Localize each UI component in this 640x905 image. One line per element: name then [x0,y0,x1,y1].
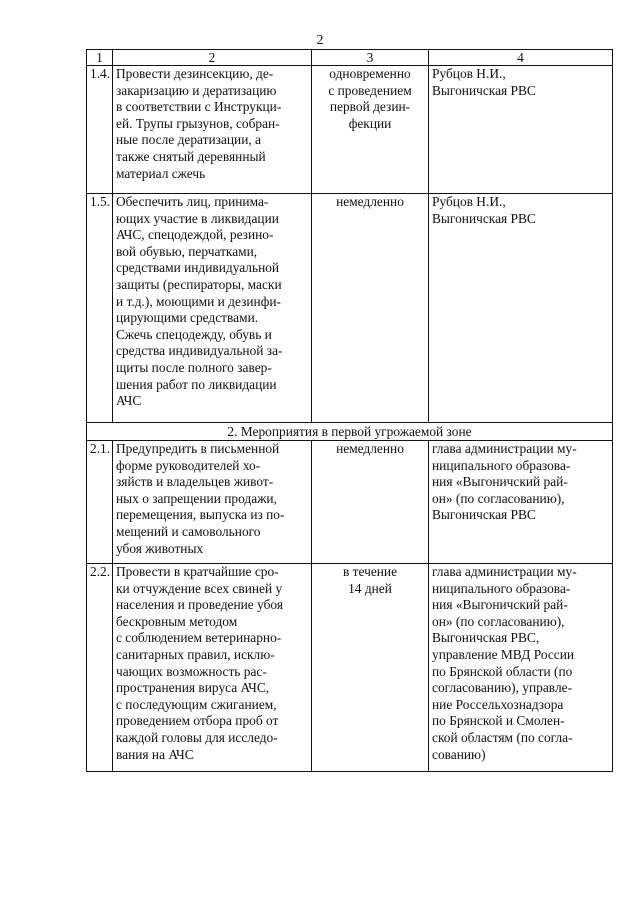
section-header-row [87,423,613,441]
row-number: 2.2. [87,564,113,772]
table-header-row [87,50,613,66]
measures-table [86,49,613,772]
table-row [87,194,613,423]
measure-text: Провести дезинсекцию, де- закаризацию и дератизацию в соответствии с Инструкци- ей. Трупы грызунов, собран- ные после дератизации, а также снятый деревянный материал сжечь [113,66,312,194]
term-text: одновременно с проведением первой дезин- фекции [312,66,429,194]
header-cell-1: 1 [87,50,113,66]
term-text: немедленно [312,441,429,564]
table-row [87,441,613,564]
header-cell-2: 2 [113,50,312,66]
section-title: 2. Мероприятия в первой угрожаемой зоне [87,423,613,441]
row-number: 2.1. [87,441,113,564]
responsible-text: глава администрации му- ниципального образова- ния «Выгоничский рай- он» (по согласованию), Выгоничская РВС, управление МВД России по Брянской области (по согласованию), управле- ние Россельхознадзора по Брянской и Смолен- ской областям (по согла- сованию) [429,564,613,772]
responsible-text: Рубцов Н.И., Выгоничская РВС [429,194,613,423]
page-number: 2 [316,33,324,48]
table-row [87,66,613,194]
header-cell-3: 3 [312,50,429,66]
row-number: 1.4. [87,66,113,194]
term-text: немедленно [312,194,429,423]
measure-text: Предупредить в письменной форме руководителей хо- зяйств и владельцев живот- ных о запрещении продажи, перемещения, выпуска из по- мещений и самовольного убоя животных [113,441,312,564]
row-number: 1.5. [87,194,113,423]
responsible-text: Рубцов Н.И., Выгоничская РВС [429,66,613,194]
responsible-text: глава администрации му- ниципального образова- ния «Выгоничский рай- он» (по согласованию), Выгоничская РВС [429,441,613,564]
header-cell-4: 4 [429,50,613,66]
term-text: в течение 14 дней [312,564,429,772]
table-row [87,564,613,772]
measure-text: Провести в кратчайшие сро- ки отчуждение всех свиней у населения и проведение убоя бескровным методом с соблюдением ветеринарно- санитарных правил, исклю- чающих возможность рас- пространения вируса АЧС, с последующим сжиганием, проведением отбора проб от каждой головы для исследо- вания на АЧС [113,564,312,772]
measure-text: Обеспечить лиц, принима- ющих участие в ликвидации АЧС, спецодеждой, резино- вой обувью, перчатками, средствами индивидуальной защиты (респираторы, маски и т.д.), моющими и дезинфи- цирующими средствами. Сжечь спецодежду, обувь и средства индивидуальной за- щиты после полного завер- шения работ по ликвидации АЧС [113,194,312,423]
